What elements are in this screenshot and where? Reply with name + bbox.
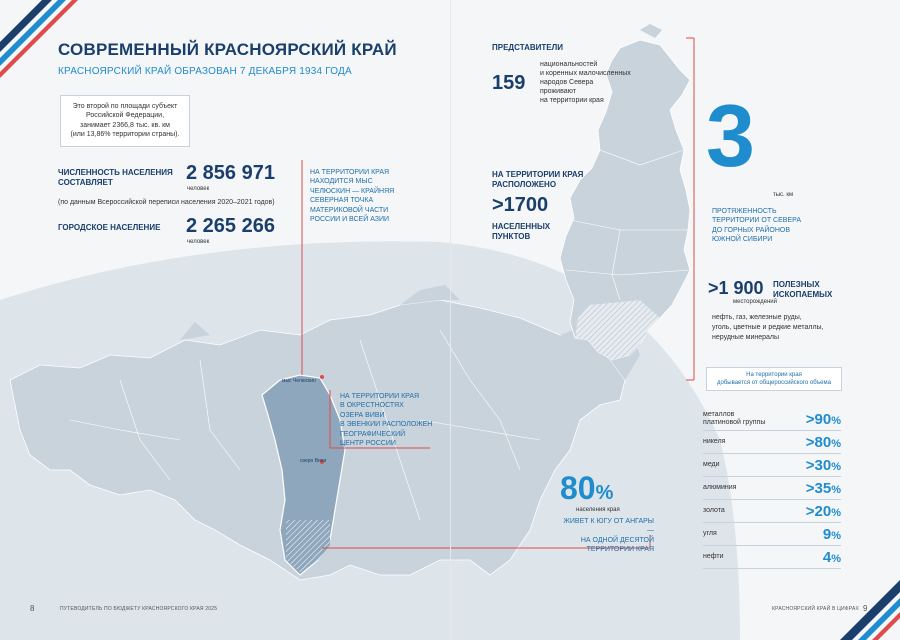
share-row — [703, 546, 841, 569]
share-value — [806, 503, 841, 520]
share-name — [703, 530, 717, 538]
share-value-pct: % — [831, 414, 841, 427]
chelyuskin-line: МАТЕРИКОВОЙ ЧАСТИ — [310, 206, 389, 214]
length-text — [712, 207, 801, 245]
south-line: ТЕРРИТОРИИ КРАЯ — [586, 546, 654, 554]
share-value-pct: % — [831, 552, 841, 565]
share-row — [703, 523, 841, 546]
deposits-label — [773, 280, 832, 301]
area-note-line: (или 13,86% территории страны). — [70, 131, 180, 139]
settlements-line: РАСПОЛОЖЕНО — [492, 180, 557, 190]
center-line: ГЕОГРАФИЧЕСКИЙ — [340, 430, 406, 438]
share-value-number: 4 — [822, 548, 832, 566]
chelyuskin-text — [310, 168, 394, 225]
share-name-line: угля — [703, 529, 717, 537]
area-note-line: занимает 2366,8 тыс. кв. км — [80, 121, 170, 129]
deposits-label-line: ИСКОПАЕМЫХ — [773, 290, 833, 300]
reps-value: 159 — [492, 72, 526, 94]
spread-divider — [450, 0, 451, 640]
length-value: 3 — [706, 86, 755, 185]
footer-left-text: ПУТЕВОДИТЕЛЬ ПО БЮДЖЕТУ КРАСНОЯРСКОГО КРАЯ 2025 — [60, 606, 218, 612]
chelyuskin-line: НАХОДИТСЯ МЫС — [310, 178, 373, 186]
mined-line: На территории края — [746, 372, 802, 378]
share-value — [806, 434, 841, 451]
chelyuskin-map-label: мыс Челюскин — [282, 378, 316, 384]
reps-line: проживают — [540, 88, 576, 96]
share-value-pct: % — [831, 529, 841, 542]
mining-share-table — [703, 408, 841, 569]
share-name-line: алюминия — [703, 483, 737, 491]
share-value-number: >20 — [805, 502, 832, 520]
length-line: ТЕРРИТОРИИ ОТ СЕВЕРА — [712, 217, 801, 225]
mined-note-box — [706, 367, 842, 391]
page-subtitle: КРАСНОЯРСКИЙ КРАЙ ОБРАЗОВАН 7 ДЕКАБРЯ 1934 ГОДА — [58, 66, 352, 77]
center-line: ЦЕНТР РОССИИ — [340, 440, 396, 448]
reps-line: и коренных малочисленных — [540, 70, 631, 78]
south-text — [560, 517, 654, 555]
urban-value: 2 265 266 — [186, 215, 275, 237]
settlements-line: ПУНКТОВ — [492, 232, 531, 242]
share-name-line: никеля — [703, 437, 726, 445]
share-value-pct: % — [831, 460, 841, 473]
share-name-line: нефти — [703, 552, 724, 560]
chelyuskin-line: СЕВЕРНАЯ ТОЧКА — [310, 197, 374, 205]
south-line: ЖИВЕТ К ЮГУ ОТ АНГАРЫ — — [563, 518, 654, 535]
share-name-line: платиновой группы — [703, 419, 766, 426]
chelyuskin-marker — [320, 375, 324, 379]
deposits-desc-line: нефть, газ, железные руды, — [712, 314, 802, 321]
share-name — [703, 411, 765, 428]
reps-label: ПРЕДСТАВИТЕЛИ — [492, 43, 563, 52]
population-label-line: СОСТАВЛЯЕТ — [58, 178, 113, 188]
settlements-label — [492, 170, 583, 191]
reps-text — [540, 60, 631, 105]
area-note-box — [60, 95, 190, 147]
deposits-label-line: ПОЛЕЗНЫХ — [773, 280, 820, 289]
urban-label: ГОРОДСКОЕ НАСЕЛЕНИЕ — [58, 223, 161, 232]
chelyuskin-line: РОССИИ И ВСЕЙ АЗИИ — [310, 216, 390, 224]
share-value-pct: % — [831, 437, 841, 450]
settlements-suffix — [492, 222, 550, 243]
share-value-number: >80 — [805, 433, 832, 451]
share-value-number: 9 — [822, 525, 832, 543]
reps-line: национальностей — [540, 61, 598, 68]
population-label — [58, 168, 173, 189]
share-value — [806, 480, 841, 497]
south-line: НА ОДНОЙ ДЕСЯТОЙ — [580, 536, 654, 544]
population-unit: человек — [187, 186, 210, 192]
length-unit: тыс. км — [773, 192, 794, 198]
population-label-line: ЧИСЛЕННОСТЬ НАСЕЛЕНИЯ — [58, 168, 173, 177]
share-name — [703, 484, 736, 492]
share-name — [703, 507, 725, 515]
footer-right-text: КРАСНОЯРСКИЙ КРАЙ В ЦИФРАХ — [772, 606, 860, 612]
settlements-line: НАСЕЛЕННЫХ — [492, 222, 551, 231]
south-value-pct: % — [595, 482, 614, 504]
share-name — [703, 438, 725, 446]
share-row — [703, 477, 841, 500]
population-value: 2 856 971 — [186, 162, 275, 184]
share-value-number: >35 — [805, 479, 832, 497]
area-note-line: Российской Федерации, — [85, 112, 165, 120]
length-line: ДО ГОРНЫХ РАЙОНОВ — [712, 226, 791, 234]
deposits-desc-line: уголь, цветные и редкие металлы, — [712, 323, 824, 331]
share-row — [703, 500, 841, 523]
south-value-number: 80 — [560, 470, 596, 506]
south-value — [560, 470, 613, 507]
center-line: В ЭВЕНКИИ РАСПОЛОЖЕН — [340, 421, 433, 429]
mined-line: добывается от общероссийского объема — [717, 379, 831, 386]
urban-unit: человек — [187, 239, 210, 245]
page-title: СОВРЕМЕННЫЙ КРАСНОЯРСКИЙ КРАЙ — [58, 40, 397, 59]
share-value — [823, 549, 841, 566]
share-value — [806, 457, 841, 474]
settlements-value: >1700 — [492, 194, 549, 216]
vivi-map-label: озеро Виви — [300, 458, 327, 464]
share-value — [823, 526, 841, 543]
page-number-left: 8 — [30, 604, 35, 613]
deposits-unit: месторождений — [733, 299, 777, 305]
chelyuskin-line: НА ТЕРРИТОРИИ КРАЯ — [310, 169, 390, 176]
share-name-line: золота — [703, 506, 725, 514]
share-row — [703, 431, 841, 454]
share-value-pct: % — [831, 483, 841, 496]
population-source: (по данным Всероссийской переписи населения 2020–2021 годов) — [58, 199, 275, 206]
page-number-right: 9 — [863, 604, 868, 613]
share-row — [703, 454, 841, 477]
south-unit: населения края — [576, 507, 620, 513]
share-value-number: >30 — [805, 456, 832, 474]
center-line: ОЗЕРА ВИВИ — [340, 411, 385, 419]
chelyuskin-line: ЧЕЛЮСКИН — КРАЙНЯЯ — [310, 187, 395, 195]
deposits-desc — [712, 313, 824, 342]
center-line: В ОКРЕСТНОСТЯХ — [340, 402, 404, 410]
deposits-desc-line: нерудные минералы — [712, 333, 780, 341]
share-name — [703, 461, 720, 469]
share-row — [703, 408, 841, 431]
share-value-number: >90 — [805, 410, 832, 428]
length-line: ЮЖНОЙ СИБИРИ — [712, 236, 773, 244]
deposits-value: >1 900 — [708, 278, 764, 298]
settlements-line: НА ТЕРРИТОРИИ КРАЯ — [492, 170, 584, 179]
share-name-line: металлов — [703, 410, 735, 418]
share-name — [703, 553, 723, 561]
length-line: ПРОТЯЖЕННОСТЬ — [712, 208, 777, 215]
area-note-line: Это второй по площади субъект — [72, 103, 178, 110]
center-text — [340, 392, 432, 449]
share-value-pct: % — [831, 506, 841, 519]
share-name-line: меди — [703, 460, 720, 468]
reps-line: народов Севера — [540, 79, 594, 87]
reps-line: на территории края — [540, 97, 604, 105]
center-line: НА ТЕРРИТОРИИ КРАЯ — [340, 393, 420, 400]
share-value — [806, 411, 841, 428]
